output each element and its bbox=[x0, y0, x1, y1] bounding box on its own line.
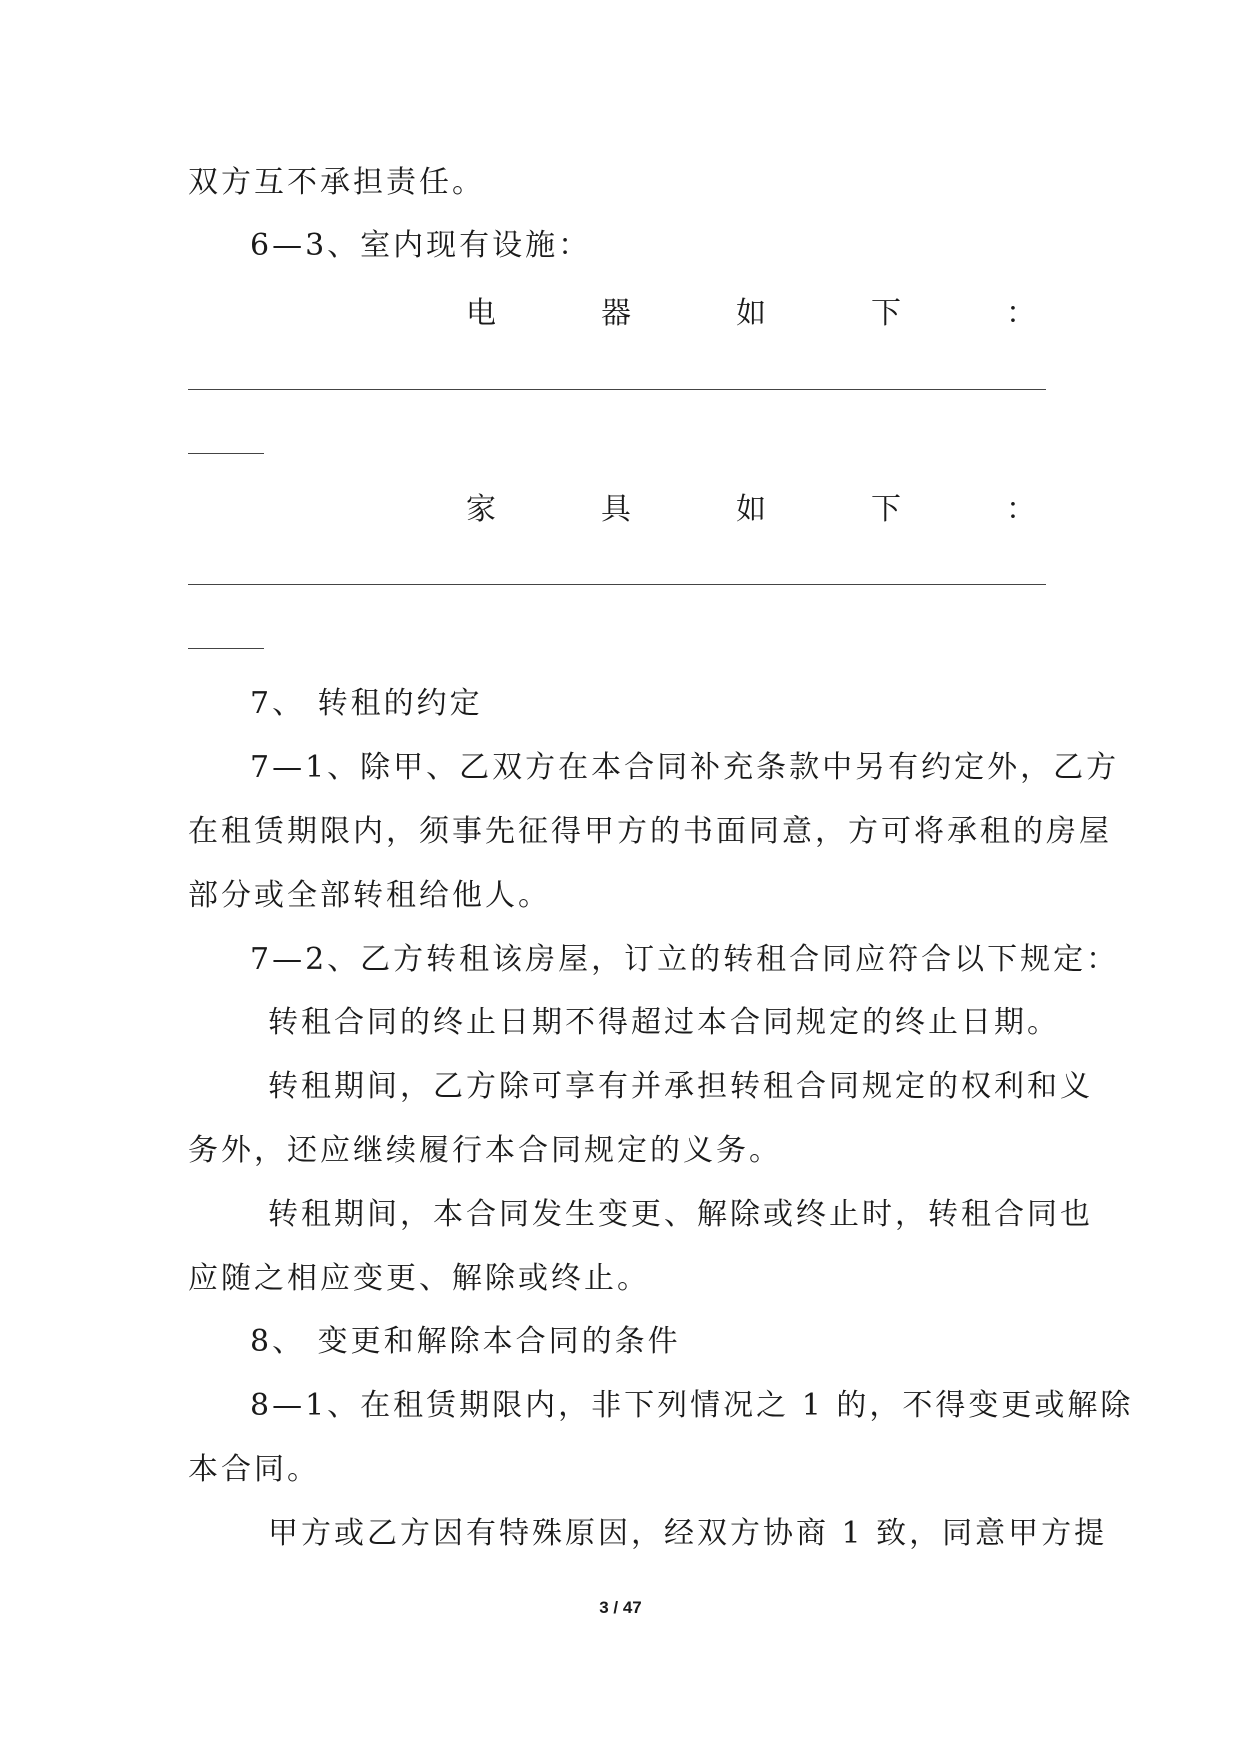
text-line: 务外，还应继续履行本合同规定的义务。 bbox=[188, 1133, 782, 1168]
text-line: 本合同。 bbox=[188, 1452, 320, 1487]
text-line: 转租期间，乙方除可享有并承担转租合同规定的权利和义 bbox=[268, 1069, 1093, 1104]
char: ： bbox=[1006, 296, 1036, 331]
char: 具 bbox=[601, 492, 631, 527]
text-line: 7—2、乙方转租该房屋，订立的转租合同应符合以下规定： bbox=[250, 942, 1120, 977]
section-7-heading: 7、 转租的约定 bbox=[250, 686, 483, 721]
char: 如 bbox=[736, 492, 766, 527]
text-line: 应随之相应变更、解除或终止。 bbox=[188, 1261, 650, 1296]
text-line: 在租赁期限内，须事先征得甲方的书面同意，方可将承租的房屋 bbox=[188, 814, 1112, 849]
fill-in-blank-line bbox=[188, 584, 1046, 585]
text-line: 甲方或乙方因有特殊原因，经双方协商 1 致，同意甲方提 bbox=[268, 1516, 1108, 1551]
appliances-label bbox=[466, 294, 1036, 334]
char: 家 bbox=[466, 492, 496, 527]
section-8-heading: 8、 变更和解除本合同的条件 bbox=[250, 1324, 681, 1359]
text-line: 部分或全部转租给他人。 bbox=[188, 878, 551, 913]
text-line: 7—1、除甲、乙双方在本合同补充条款中另有约定外，乙方 bbox=[250, 750, 1120, 785]
char: 电 bbox=[466, 296, 496, 331]
clause-6-3-heading: 6—3、室内现有设施： bbox=[250, 228, 592, 263]
fill-in-blank-line bbox=[188, 648, 264, 649]
char: 如 bbox=[736, 296, 766, 331]
char: 下 bbox=[871, 492, 901, 527]
text-line: 双方互不承担责任。 bbox=[188, 165, 485, 200]
char: 下 bbox=[871, 296, 901, 331]
fill-in-blank-line bbox=[188, 453, 264, 454]
char: ： bbox=[1006, 492, 1036, 527]
fill-in-blank-line bbox=[188, 389, 1046, 390]
page-number: 3 / 47 bbox=[599, 1598, 642, 1617]
text-line: 8—1、在租赁期限内，非下列情况之 1 的，不得变更或解除 bbox=[250, 1388, 1134, 1423]
furniture-label bbox=[466, 490, 1036, 530]
text-line: 转租期间，本合同发生变更、解除或终止时，转租合同也 bbox=[268, 1197, 1093, 1232]
char: 器 bbox=[601, 296, 631, 331]
text-line: 转租合同的终止日期不得超过本合同规定的终止日期。 bbox=[268, 1005, 1060, 1040]
